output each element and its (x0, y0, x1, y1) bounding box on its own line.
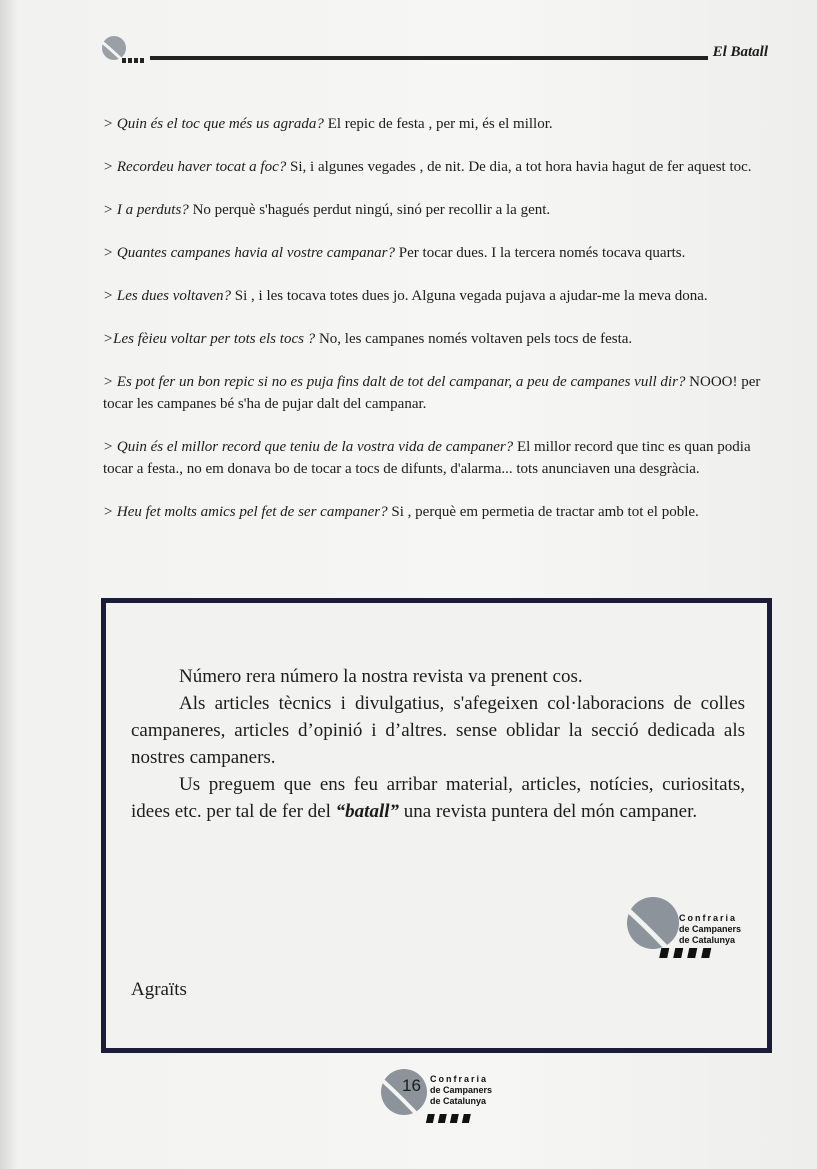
answer: El repic de festa , per mi, és el millor. (323, 116, 553, 132)
header-rule (150, 56, 708, 60)
announcement-paragraph (131, 771, 745, 825)
announcement-box (101, 598, 772, 1053)
logo-line: de Campaners (679, 924, 742, 934)
logo-line: Confraria (679, 913, 738, 923)
answer: Per tocar dues. I la tercera només tocava quarts. (395, 245, 686, 261)
announcement-text-part: una revista puntera del món campaner. (399, 801, 698, 822)
question: > I a perduts? (103, 202, 189, 218)
question: > Quin és el millor record que teniu de la vostra vida de campaner? (103, 439, 514, 455)
question: > Quantes campanes havia al vostre campanar? (103, 245, 396, 261)
question: >Les fèieu voltar per tots els tocs ? (103, 331, 316, 347)
answer: Si , perquè em permetia de tractar amb tot el poble. (387, 504, 699, 520)
answer: Si, i algunes vegades , de nit. De dia, a tot hora havia hagut de fer aquest toc. (286, 159, 752, 175)
thanks-signature: Agraïts (131, 979, 187, 1000)
page-footer (378, 1066, 508, 1133)
magazine-title: El Batall (712, 44, 768, 60)
question: > Quin és el toc que més us agrada? (103, 116, 324, 132)
qa-item (103, 328, 771, 350)
logo-line: Confraria (430, 1074, 489, 1084)
answer: El millor record que tinc es quan podia tocar a festa., no em donava bo de tocar a tocs de difunts, d'alarma... tots anunciaven una desgràcia. (103, 439, 751, 477)
question: > Heu fet molts amics pel fet de ser campaner? (103, 504, 388, 520)
question: > Les dues voltaven? (103, 288, 232, 304)
qa-item (103, 156, 771, 178)
qa-item (103, 242, 771, 264)
confraria-logo-small-icon (100, 34, 152, 71)
batall-emphasis: “batall” (335, 801, 400, 822)
answer: Si , i les tocava totes dues jo. Alguna vegada pujava a ajudar-me la meva dona. (231, 288, 708, 304)
confraria-logo (623, 893, 743, 968)
announcement-paragraph: Als articles tècnics i divulgatius, s'afegeixen col·laboracions de colles campaneres, articles d’opinió i d’altres. sense oblidar la secció dedicada als nostres campaners. (131, 693, 745, 768)
qa-item (103, 285, 771, 307)
page-number: 16 (402, 1076, 421, 1095)
qa-item (103, 199, 771, 221)
announcement-paragraph: Número rera número la nostra revista va prenent cos. (179, 666, 583, 687)
announcement-text (131, 663, 745, 825)
qa-item (103, 371, 771, 415)
answer: No, les campanes només voltaven pels tocs de festa. (315, 331, 633, 347)
qa-item (103, 436, 771, 480)
answer: NOOO! per tocar les campanes bé s'ha de pujar dalt del campanar. (103, 374, 761, 412)
answer: No perquè s'hagués perdut ningú, sinó per recollir a la gent. (188, 202, 551, 218)
question: > Recordeu haver tocat a foc? (103, 159, 287, 175)
logo-line: de Catalunya (679, 935, 736, 945)
interview-section (103, 113, 771, 544)
announcement-text-part: Us preguem que ens feu arribar material, articles, notícies, curiositats, idees etc. per tal de fer del (131, 774, 745, 822)
logo-line: de Campaners (430, 1085, 493, 1095)
question: > Es pot fer un bon repic si no es puja fins dalt de tot del campanar, a peu de campanes vull dir? (103, 374, 686, 390)
qa-item (103, 113, 771, 135)
page-header (100, 34, 768, 74)
footer-logo-text (430, 1074, 492, 1107)
logo-text (679, 913, 741, 946)
logo-line: de Catalunya (430, 1096, 487, 1106)
qa-item (103, 501, 771, 523)
